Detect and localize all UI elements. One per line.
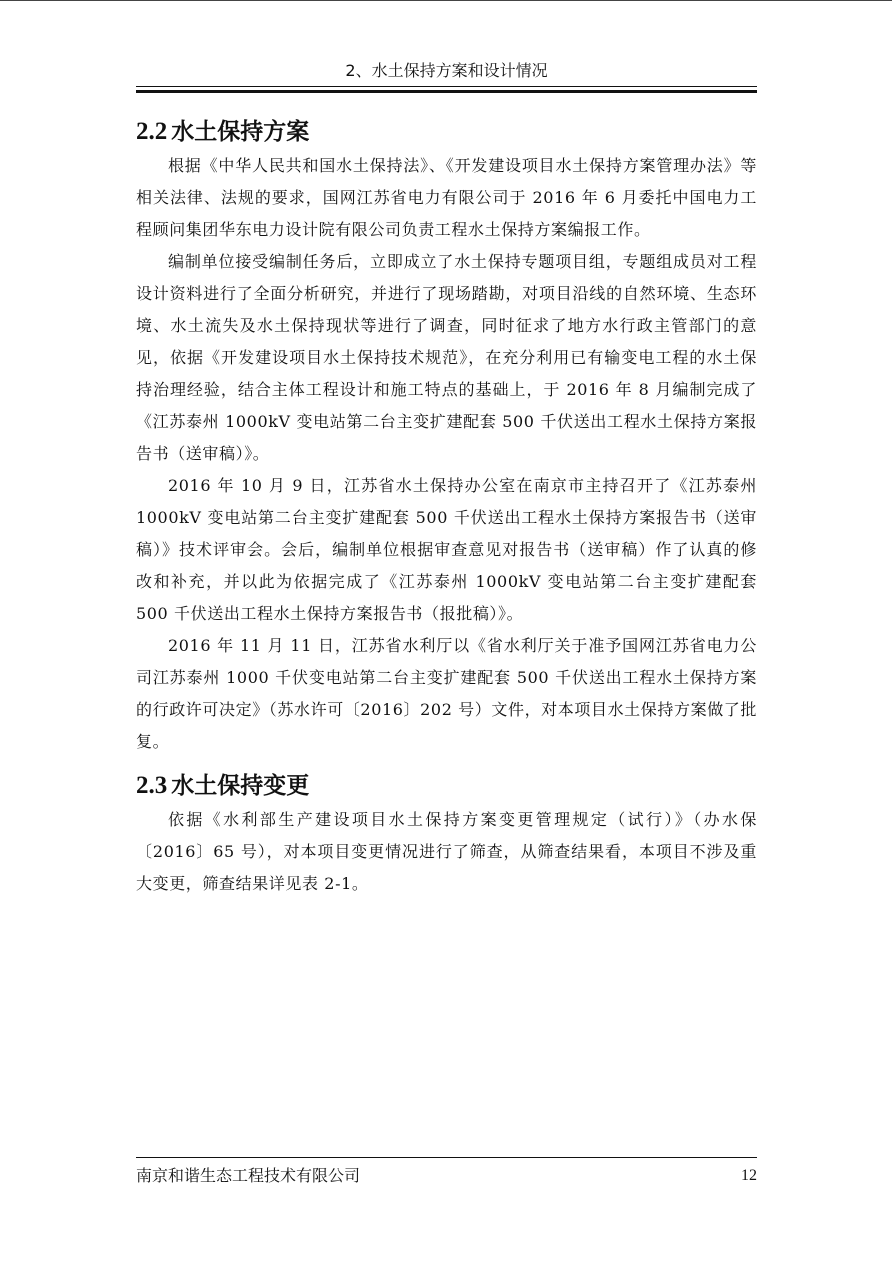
header-rule-thin	[136, 86, 757, 87]
paragraph: 根据《中华人民共和国水土保持法》、《开发建设项目水土保持方案管理办法》等相关法律、法规的要求，国网江苏省电力有限公司于 2016 年 6 月委托中国电力工程顾问集团华东电力设计院有限公司负责工程水土保持方案编报工作。	[136, 156, 757, 239]
page-top-border	[0, 0, 892, 1]
footer-company: 南京和谐生态工程技术有限公司	[136, 1166, 361, 1185]
page-number: 12	[741, 1167, 757, 1184]
header-rule-thick	[136, 90, 757, 93]
paragraph: 依据《水利部生产建设项目水土保持方案变更管理规定（试行）》（办水保〔2016〕65 号），对本项目变更情况进行了筛查，从筛查结果看，本项目不涉及重大变更，筛查结果详见表 2-1。	[136, 810, 757, 893]
section-title: 水土保持方案	[171, 119, 310, 145]
paragraph: 编制单位接受编制任务后，立即成立了水土保持专题项目组，专题组成员对工程设计资料进行了全面分析研究，并进行了现场踏勘，对项目沿线的自然环境、生态环境、水土流失及水土保持现状等进行了调查，同时征求了地方水行政主管部门的意见，依据《开发建设项目水土保持技术规范》，在充分利用已有输变电工程的水土保持治理经验，结合主体工程设计和施工特点的基础上，于 2016 年 8 月编制完成了《江苏泰州 1000kV 变电站第二台主变扩建配套 500 千伏送出工程水土保持方案报告书（送审稿）》。	[136, 252, 757, 463]
footer-rule	[136, 1157, 757, 1158]
page-body	[136, 114, 757, 900]
running-header: 2、水土保持方案和设计情况	[345, 61, 548, 80]
section-number: 2.3	[136, 772, 168, 799]
section-heading-2-3	[136, 768, 757, 804]
paragraph: 2016 年 11 月 11 日，江苏省水利厅以《省水利厅关于准予国网江苏省电力公司江苏泰州 1000 千伏变电站第二台主变扩建配套 500 千伏送出工程水土保持方案的行政许可决定》（苏水许可〔2016〕202 号）文件，对本项目水土保持方案做了批复。	[136, 636, 757, 751]
section-heading-2-2	[136, 114, 757, 150]
section-title: 水土保持变更	[171, 773, 310, 799]
section-number: 2.2	[136, 118, 168, 145]
paragraph: 2016 年 10 月 9 日，江苏省水土保持办公室在南京市主持召开了《江苏泰州 1000kV 变电站第二台主变扩建配套 500 千伏送出工程水土保持方案报告书（送审稿）》技术评审会。会后，编制单位根据审查意见对报告书（送审稿）作了认真的修改和补充，并以此为依据完成了《江苏泰州 1000kV 变电站第二台主变扩建配套 500 千伏送出工程水土保持方案报告书（报批稿）》。	[136, 476, 757, 623]
